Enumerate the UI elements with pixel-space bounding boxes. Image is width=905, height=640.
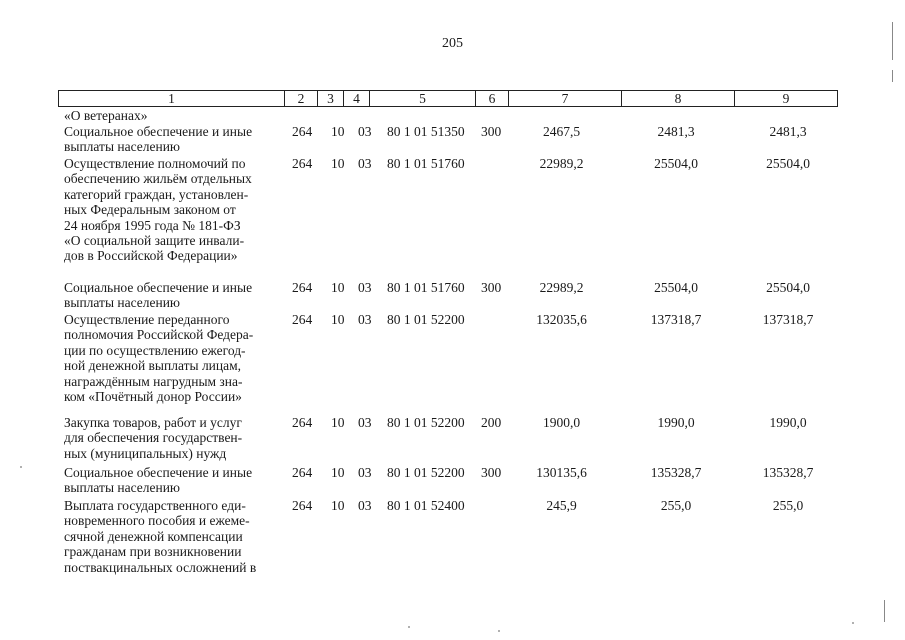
cell-subsection: 03 xyxy=(358,280,372,295)
table-row xyxy=(0,156,905,280)
cell-amount-col8: 2481,3 xyxy=(657,124,695,139)
cell-gov-code: 264 xyxy=(292,498,313,513)
scan-edge-mark xyxy=(892,22,893,60)
cell-target-article: 80 1 01 51760 xyxy=(387,280,465,295)
description-line: Осуществление полномочий по xyxy=(64,156,246,171)
cell-subsection: 03 xyxy=(358,465,372,480)
cell-subsection: 03 xyxy=(358,312,372,327)
scan-speck xyxy=(20,466,22,468)
cell-section: 10 xyxy=(331,415,345,430)
description-line: Социальное обеспечение и иные xyxy=(64,465,253,480)
cell-expense-type: 300 xyxy=(481,124,502,139)
description-line: полномочия Российской Федера- xyxy=(64,327,254,343)
description-line: выплаты населению xyxy=(64,139,181,155)
table-row xyxy=(0,108,905,124)
description-line: поствакцинальных осложнений в xyxy=(64,559,257,575)
cell-amount-col8: 25504,0 xyxy=(654,156,698,171)
cell-section: 10 xyxy=(331,124,345,139)
header-col-3: 3 xyxy=(318,91,344,106)
cell-amount-col8: 135328,7 xyxy=(650,465,702,480)
description-line: Выплата государственного еди- xyxy=(64,498,246,513)
description-line: ных Федеральным законом от xyxy=(64,202,236,218)
description-line: 24 ноября 1995 года № 181-ФЗ xyxy=(64,217,241,233)
page-number: 205 xyxy=(442,36,463,51)
cell-subsection: 03 xyxy=(358,415,372,430)
row-description xyxy=(64,465,282,496)
description-line: Закупка товаров, работ и услуг xyxy=(64,415,242,430)
header-col-8: 8 xyxy=(622,91,735,106)
cell-amount-col8: 25504,0 xyxy=(654,280,698,295)
cell-expense-type: 200 xyxy=(481,415,502,430)
description-line: дов в Российской Федерации» xyxy=(64,248,238,264)
cell-target-article: 80 1 01 51760 xyxy=(387,156,465,171)
cell-amount-col9: 255,0 xyxy=(772,498,804,513)
scan-edge-mark xyxy=(892,70,893,82)
cell-amount-col7: 132035,6 xyxy=(536,312,587,327)
cell-amount-col9: 137318,7 xyxy=(762,312,814,327)
cell-amount-col8: 255,0 xyxy=(660,498,692,513)
table-row xyxy=(0,415,905,465)
cell-target-article: 80 1 01 52200 xyxy=(387,312,465,327)
header-col-1: 1 xyxy=(59,91,285,106)
cell-target-article: 80 1 01 52200 xyxy=(387,465,465,480)
cell-target-article: 80 1 01 51350 xyxy=(387,124,465,139)
table-body xyxy=(0,108,905,578)
cell-target-article: 80 1 01 52200 xyxy=(387,415,465,430)
cell-expense-type: 300 xyxy=(481,465,502,480)
row-description xyxy=(64,280,282,311)
cell-amount-col9: 135328,7 xyxy=(762,465,814,480)
description-line: гражданам при возникновении xyxy=(64,544,242,560)
description-line: категорий граждан, установлен- xyxy=(64,186,249,202)
description-line: выплаты населению xyxy=(64,480,181,496)
row-description xyxy=(64,415,282,461)
table-header xyxy=(58,90,838,107)
cell-amount-col9: 1990,0 xyxy=(769,415,807,430)
table-row xyxy=(0,465,905,498)
description-line: «О ветеранах» xyxy=(64,108,148,123)
scan-edge-mark xyxy=(884,600,885,622)
cell-gov-code: 264 xyxy=(292,465,313,480)
row-description xyxy=(64,312,282,404)
description-line: ции по осуществлению ежегод- xyxy=(64,342,246,358)
table-row xyxy=(0,124,905,156)
cell-amount-col8: 137318,7 xyxy=(650,312,702,327)
cell-section: 10 xyxy=(331,156,345,171)
cell-amount-col7: 130135,6 xyxy=(536,465,587,480)
cell-amount-col7: 22989,2 xyxy=(539,156,584,171)
table-row xyxy=(0,312,905,415)
cell-target-article: 80 1 01 52400 xyxy=(387,498,465,513)
description-line: новременного пособия и ежеме- xyxy=(64,513,250,529)
cell-amount-col8: 1990,0 xyxy=(657,415,695,430)
description-line: сячной денежной компенсации xyxy=(64,528,243,544)
cell-amount-col7: 1900,0 xyxy=(542,415,581,430)
header-col-2: 2 xyxy=(285,91,318,106)
scan-speck xyxy=(852,622,854,624)
header-col-6: 6 xyxy=(476,91,509,106)
row-description xyxy=(64,156,282,264)
cell-subsection: 03 xyxy=(358,156,372,171)
cell-section: 10 xyxy=(331,312,345,327)
cell-gov-code: 264 xyxy=(292,280,313,295)
cell-section: 10 xyxy=(331,465,345,480)
header-col-7: 7 xyxy=(509,91,622,106)
cell-gov-code: 264 xyxy=(292,156,313,171)
description-line: обеспечению жильём отдельных xyxy=(64,171,252,187)
description-line: ком «Почётный донор России» xyxy=(64,389,242,405)
description-line: Осуществление переданного xyxy=(64,312,230,327)
cell-amount-col7: 2467,5 xyxy=(542,124,581,139)
cell-amount-col7: 245,9 xyxy=(546,498,577,513)
cell-expense-type: 300 xyxy=(481,280,502,295)
scan-speck xyxy=(498,630,500,632)
table-row xyxy=(0,280,905,312)
cell-amount-col9: 2481,3 xyxy=(769,124,807,139)
description-line: «О социальной защите инвали- xyxy=(64,233,245,249)
header-col-4: 4 xyxy=(344,91,370,106)
cell-subsection: 03 xyxy=(358,124,372,139)
description-line: Социальное обеспечение и иные xyxy=(64,280,253,295)
cell-amount-col7: 22989,2 xyxy=(539,280,584,295)
header-col-5: 5 xyxy=(370,91,476,106)
cell-subsection: 03 xyxy=(358,498,372,513)
description-line: награждённым нагрудным зна- xyxy=(64,373,243,389)
cell-gov-code: 264 xyxy=(292,312,313,327)
cell-gov-code: 264 xyxy=(292,124,313,139)
description-line: ной денежной выплаты лицам, xyxy=(64,358,242,374)
scan-speck xyxy=(408,626,410,628)
row-description xyxy=(64,498,282,575)
row-description xyxy=(64,124,282,155)
cell-section: 10 xyxy=(331,498,345,513)
cell-section: 10 xyxy=(331,280,345,295)
cell-amount-col9: 25504,0 xyxy=(766,156,810,171)
description-line: для обеспечения государствен- xyxy=(64,430,243,446)
description-line: выплаты населению xyxy=(64,295,181,311)
table-row xyxy=(0,498,905,578)
description-line: ных (муниципальных) нужд xyxy=(64,445,227,461)
row-description xyxy=(64,108,282,123)
description-line: Социальное обеспечение и иные xyxy=(64,124,253,139)
header-col-9: 9 xyxy=(782,91,790,106)
cell-gov-code: 264 xyxy=(292,415,313,430)
cell-amount-col9: 25504,0 xyxy=(766,280,810,295)
